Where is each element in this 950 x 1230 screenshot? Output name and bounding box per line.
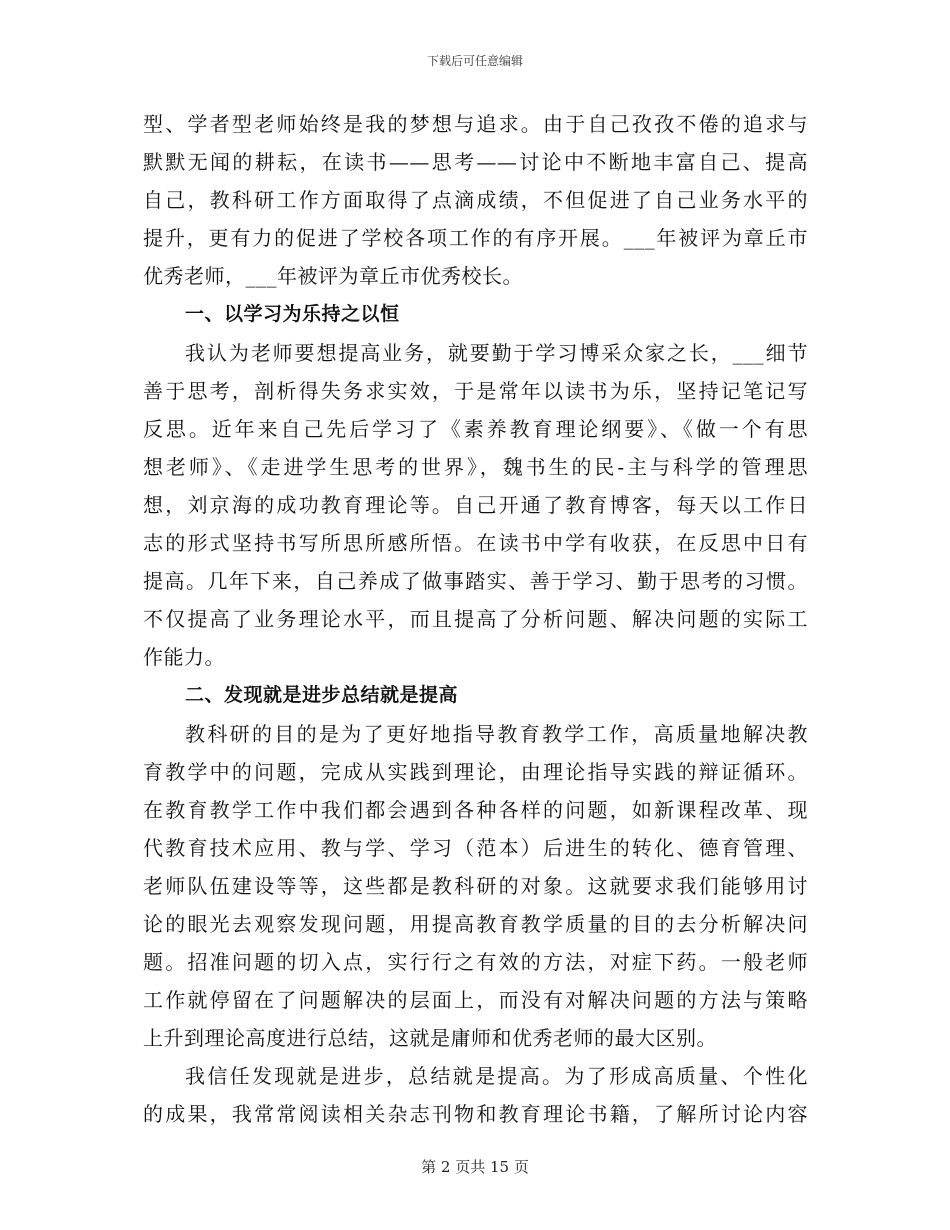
body-line: 论的眼光去观察发现问题，用提高教育教学质量的目的去分析解决问 <box>143 911 808 936</box>
body-line: 想老师》、《走进学生思考的世界》，魏书生的民-主与科学的管理思 <box>143 454 808 479</box>
body-line: 型、学者型老师始终是我的梦想与追求。由于自己孜孜不倦的追求与 <box>143 112 808 136</box>
body-line: 善于思考，剖析得失务求实效，于是常年以读书为乐，坚持记笔记写 <box>143 378 808 403</box>
page-header: 下载后可任意编辑 <box>426 54 523 68</box>
body-line: 我认为老师要想提高业务，就要勤于学习博采众家之长，___细节 <box>185 340 808 365</box>
document-body <box>143 105 808 1134</box>
body-line: 题。招准问题的切入点，实行行之有效的方法，对症下药。一般老师 <box>143 950 808 975</box>
body-line: 代教育技术应用、教与学、学习（范本）后进生的转化、德育管理、 <box>143 835 808 860</box>
body-line: 工作就停留在了问题解决的层面上，而没有对解决问题的方法与策略 <box>143 988 808 1013</box>
body-line: 默默无闻的耕耘，在读书——思考——讨论中不断地丰富自己、提高 <box>143 150 808 175</box>
body-line: 自己，教科研工作方面取得了点滴成绩，不但促进了自己业务水平的 <box>143 188 808 213</box>
body-line: 上升到理论高度进行总结，这就是庸师和优秀老师的最大区别。 <box>143 1026 717 1051</box>
body-line: 作能力。 <box>143 645 225 670</box>
body-line: 提升，更有力的促进了学校各项工作的有序开展。___年被评为章丘市 <box>143 226 808 251</box>
section-heading-1: 一、以学习为乐持之以恒 <box>185 303 400 326</box>
body-line: 的成果，我常常阅读相关杂志刊物和教育理论书籍，了解所讨论内容 <box>143 1102 808 1127</box>
body-line: 老师队伍建设等等，这些都是教科研的对象。这就要求我们能够用讨 <box>143 873 808 898</box>
page-number: 第 2 页共 15 页 <box>421 1158 529 1176</box>
body-line: 我信任发现就是进步，总结就是提高。为了形成高质量、个性化 <box>185 1064 808 1089</box>
body-line: 提高。几年下来，自己养成了做事踏实、善于学习、勤于思考的习惯。 <box>143 569 808 594</box>
body-line: 优秀老师，___年被评为章丘市优秀校长。 <box>143 264 523 289</box>
body-line: 志的形式坚持书写所思所感所悟。在读书中学有收获，在反思中日有 <box>143 531 808 556</box>
body-line: 育教学中的问题，完成从实践到理论，由理论指导实践的辩证循环。 <box>143 759 808 784</box>
body-line: 不仅提高了业务理论水平，而且提高了分析问题、解决问题的实际工 <box>143 607 808 632</box>
body-line: 在教育教学工作中我们都会遇到各种各样的问题，如新课程改革、现 <box>143 797 808 822</box>
body-line: 教科研的目的是为了更好地指导教育教学工作，高质量地解决教 <box>185 721 808 746</box>
body-line: 想，刘京海的成功教育理论等。自己开通了教育博客，每天以工作日 <box>143 492 808 517</box>
body-line: 反思。近年来自己先后学习了《素养教育理论纲要》、《做一个有思 <box>143 416 808 441</box>
section-heading-2: 二、发现就是进步总结就是提高 <box>185 684 459 707</box>
